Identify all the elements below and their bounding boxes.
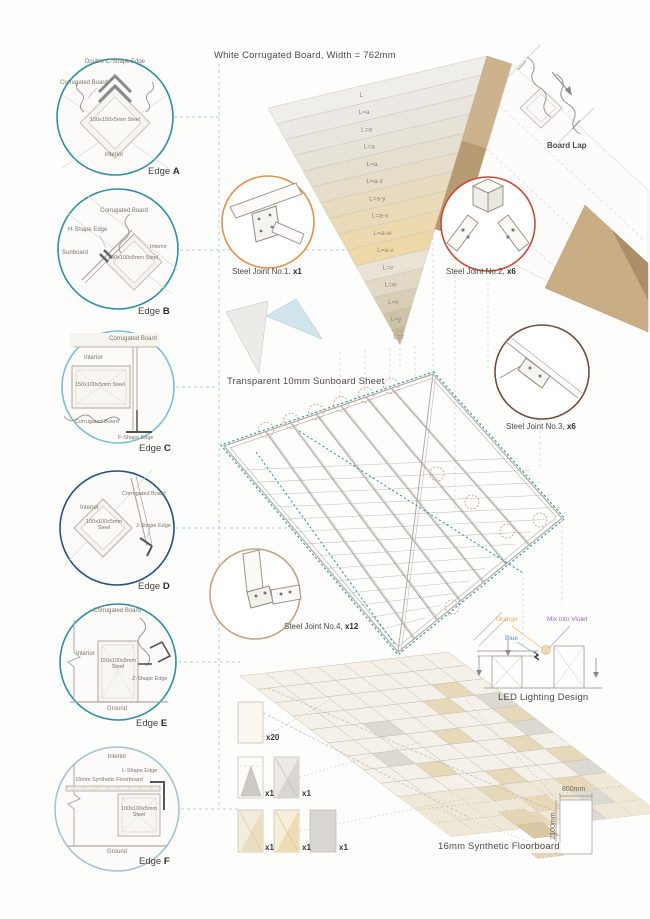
top-title: White Corrugated Board, Width = 762mm — [214, 50, 396, 61]
edge-f-ground-label: Ground — [106, 849, 127, 855]
sunboard-sheet-gray — [226, 301, 268, 373]
board-stripe-label: L=v — [382, 264, 394, 272]
label-line-violet — [549, 626, 570, 648]
edge-b-sunboard-label: Sunboard — [62, 250, 89, 256]
floor-width-label: 800mm — [562, 786, 586, 793]
board-stripe-label: L=z — [393, 333, 405, 341]
board-stripe-label: L=a-z — [366, 178, 383, 186]
board-stripe-label: L — [359, 91, 364, 99]
legend-qty-1d: x1 — [302, 843, 311, 852]
edge-e-shape-label: Z-Shape Edge — [132, 676, 168, 682]
purlin — [359, 593, 456, 605]
steel-joint-3-detail — [495, 325, 589, 419]
label-line-blue — [517, 642, 536, 654]
edge-b-interior-label: Interior — [150, 244, 168, 250]
board-lap-label: Board Lap — [547, 141, 587, 150]
board-stripe-label: L=a-x — [371, 212, 389, 220]
joint2-name: Steel Joint No.2, — [446, 267, 505, 276]
board-stripe-label: L=a-y — [369, 195, 386, 203]
edge-c-caption: Edge C — [139, 443, 171, 454]
edge-f-steel-label: 100x100x5mm Steel — [120, 806, 158, 819]
joint2-qty: x6 — [506, 267, 516, 276]
joint1-caption — [232, 267, 302, 276]
edge-d-interior-label: Interior — [80, 505, 99, 511]
rafter — [366, 397, 506, 564]
rafter — [341, 406, 483, 582]
joint1-name: Steel Joint No.1, — [232, 267, 291, 276]
edge-c-steel-label: 150x100x5mm Steel — [74, 382, 126, 388]
edge-c-interior-label: Interior — [84, 355, 103, 361]
edge-a-steel-label: 150x150x5mm Steel — [89, 117, 141, 123]
joint2-caption — [446, 267, 516, 276]
joint3-caption — [506, 422, 576, 431]
edge-a-board-label: Corrugated Board — [60, 80, 108, 86]
board-stripe-label: L=a — [366, 160, 378, 168]
led-glow-dot — [542, 646, 551, 655]
sunboard-label: Transparent 10mm Sunboard Sheet — [227, 376, 385, 387]
rafter — [344, 407, 486, 583]
led-title: LED Lighting Design — [498, 692, 589, 703]
edge-b-board-label: Corrugated Board — [100, 208, 148, 214]
led-violet-label: Mix into Violet — [547, 616, 588, 623]
board-stripe-label: L=x — [387, 298, 399, 306]
board-stripe-label: L=a-v — [377, 247, 394, 255]
edge-f-floor-label: 16mm Synthetic Floorboard — [75, 777, 143, 783]
edge-f-interior-label: Interior — [107, 754, 127, 760]
board-stripe-label: L=w — [384, 281, 397, 289]
dimension-rect — [560, 800, 592, 854]
sunboard-sheets — [226, 299, 322, 373]
joint4-qty: x12 — [344, 622, 359, 631]
purlin — [255, 470, 530, 482]
legend-qty-1c: x1 — [265, 843, 274, 852]
legend-panel-gray — [310, 810, 336, 852]
edge-b-steel-label: 100x100x5mm Steel — [107, 255, 159, 261]
edge-c-shape-label: F-Shape Edge — [118, 435, 154, 441]
rafter — [291, 423, 437, 620]
sunboard-sheet-blue — [266, 299, 322, 339]
joint-marker — [384, 379, 399, 394]
edge-e-ground-label: Ground — [106, 706, 127, 712]
edge-a-top-label: Double C-Shape Edge — [84, 59, 146, 65]
edge-e-interior-label: Interior — [76, 651, 95, 657]
board-stripe-label: L=a-w — [373, 229, 392, 237]
edge-f-shape-label: L-Shape Edge — [122, 768, 158, 774]
edge-d-steel-label: 100x100x5mm Steel — [85, 519, 123, 532]
legend-qty-20: x20 — [266, 733, 280, 742]
edge-e-steel-label: 150x100x5mm Steel — [99, 658, 137, 671]
joint3-qty: x6 — [566, 422, 576, 431]
rafter — [369, 398, 509, 565]
edge-f-caption: Edge F — [139, 856, 170, 867]
board-stripe-label: L=y — [390, 316, 402, 324]
edge-d-shape-label: J-Shape Edge — [136, 523, 171, 529]
floor-title: 16mm Synthetic Floorboard — [438, 841, 560, 852]
edge-c-board-top-label: Corrugated Board — [109, 336, 157, 342]
edge-a-interior-label: Interior — [104, 152, 124, 158]
edge-d-caption: Edge D — [138, 581, 170, 592]
edge-b-caption: Edge B — [138, 306, 170, 317]
joint4-caption — [284, 622, 358, 631]
legend-qty-1a: x1 — [265, 789, 274, 798]
edge-b-shape-label: H-Shape Edge — [68, 227, 108, 233]
legend-qty-1e: x1 — [339, 843, 348, 852]
steel-joint-1-detail — [222, 176, 314, 268]
joint4-name: Steel Joint No.4, — [284, 622, 343, 631]
board-stripe-label: L=a — [361, 126, 373, 134]
steel-joint-2-detail — [441, 177, 535, 271]
purlin — [327, 556, 500, 568]
floor-height-label: 2100mm — [549, 812, 557, 840]
legend-qty-1b: x1 — [302, 789, 311, 798]
edge-a-caption: Edge A — [148, 166, 180, 177]
board-stripe-label: L=a — [358, 109, 370, 117]
joint1-qty: x1 — [292, 267, 302, 276]
joint-marker — [465, 495, 479, 509]
edge-e-board-label: Corrugated Board — [93, 608, 141, 614]
joint3-name: Steel Joint No.3, — [506, 422, 565, 431]
edge-e-caption: Edge E — [136, 718, 168, 729]
led-blue-label: Blue — [505, 635, 519, 642]
rafter — [391, 388, 529, 545]
edge-d-board-label: Corrugated Board — [122, 491, 166, 497]
led-orange-label: Orange — [496, 616, 518, 623]
legend-panel-plain — [238, 702, 263, 743]
board-stripe-label: L=a — [363, 143, 375, 151]
edge-c-board-bottom-label: Corrugated Board — [75, 419, 119, 425]
